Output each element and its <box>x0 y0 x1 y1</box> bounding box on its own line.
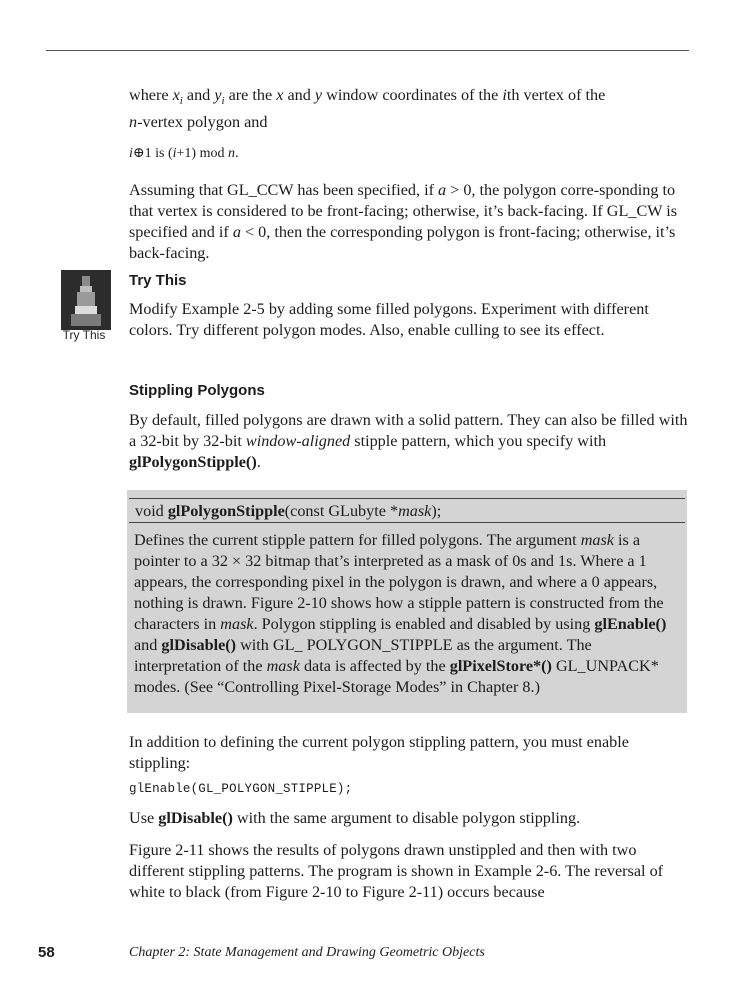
try-this-label: Try This <box>62 328 106 342</box>
stippling-paragraph: By default, filled polygons are drawn with a solid pattern. They can also be filled with a 32-bit by 32-bit window-aligned stipple pattern, which you specify with glPolygonStipple(). <box>129 411 688 471</box>
code-enable: glEnable(GL_POLYGON_STIPPLE); <box>129 782 353 796</box>
chapter-title: Chapter 2: State Management and Drawing Geometric Objects <box>129 945 485 960</box>
function-signature: void glPolygonStipple(const GLubyte *mask); <box>129 498 685 523</box>
try-this-body: Modify Example 2-5 by adding some filled polygons. Experiment with different colors. Try different polygon modes. Also, enable culling to see its effect. <box>129 300 649 339</box>
try-this-icon <box>61 270 111 330</box>
front-facing-paragraph: Assuming that GL_CCW has been specified, if a > 0, the polygon corre-sponding to that vertex is considered to be front-facing; otherwise, it’s back-facing. If GL_CW is specified and if a < 0, then the corresponding polygon is front-facing; otherwise, it’s back-facing. <box>129 181 678 262</box>
try-this-heading: Try This <box>129 272 187 289</box>
stippling-heading: Stippling Polygons <box>129 382 265 399</box>
page-number: 58 <box>38 944 55 961</box>
figure-paragraph: Figure 2-11 shows the results of polygons drawn unstippled and then with two different stippling patterns. The program is shown in Example 2-6. The reversal of white to black (from Figure 2-10 to Figure 2-11) occurs because <box>129 841 664 901</box>
function-description: Defines the current stipple pattern for filled polygons. The argument mask is a pointer to a 32 × 32 bitmap that’s interpreted as a mask of 0s and 1s. Where a 1 appears, the corresponding pixel in the polygon is drawn, and where a 0 appears, nothing is drawn. Figure 2-10 shows how a stipple pattern is constructed from the characters in mask. Polygon stippling is enabled and disabled by using glEnable() and glDisable() with GL_ POLYGON_STIPPLE as the argument. The interpretation of the mask data is affected by the glPixelStore*() GL_UNPACK* modes. (See “Controlling Pixel-Storage Modes” in Chapter 8.) <box>134 531 667 696</box>
enable-paragraph: In addition to defining the current polygon stippling pattern, you must enable stippling: <box>129 733 629 772</box>
modulo-formula: i⊕1 is (i+1) mod n. <box>129 146 239 161</box>
intro-paragraph: where $x_i$ and $y_i$ are the x and y window coordinates of the ith vertex of the n-vertex polygon and <box>129 86 606 132</box>
disable-paragraph: Use glDisable() with the same argument to disable polygon stippling. <box>129 809 581 827</box>
top-rule <box>46 50 689 51</box>
